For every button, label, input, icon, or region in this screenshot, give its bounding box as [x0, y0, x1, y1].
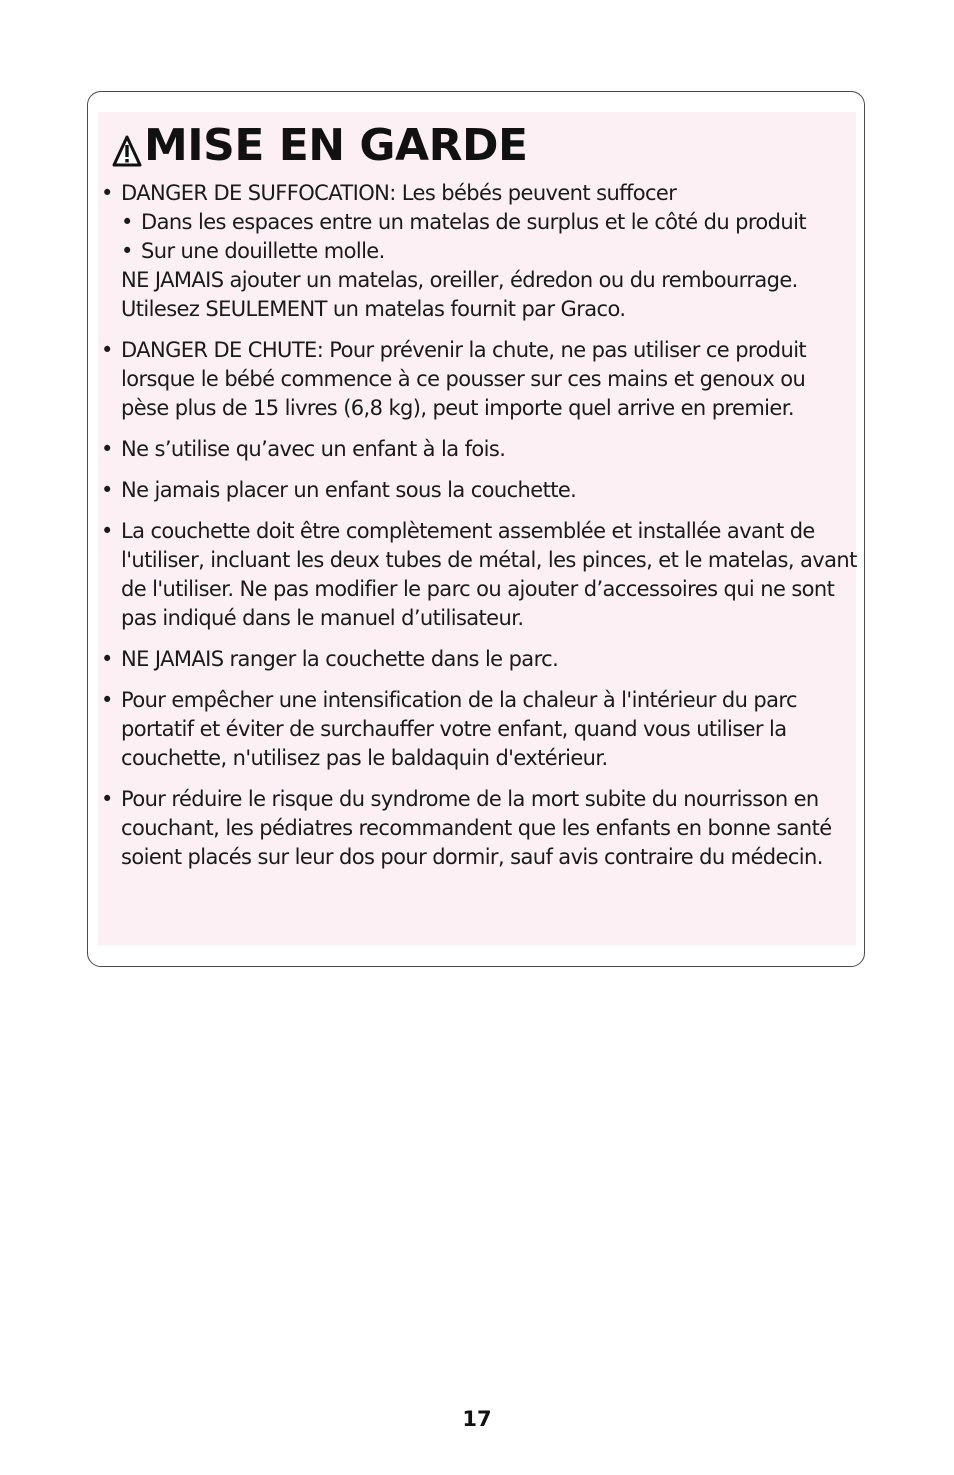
bullet: •: [101, 437, 113, 461]
warning-item: [101, 476, 857, 505]
bullet: •: [101, 787, 113, 811]
warning-item-text: La couchette doit être complètement assemblée et installée avant de l'utiliser, incluant les deux tubes de métal, les pinces, et le matelas, avant de l'utiliser. Ne pas modifier le parc ou ajouter d’accessoires qui ne sont pas indiqué dans le manuel d’utilisateur.: [121, 519, 857, 630]
bullet: •: [101, 519, 113, 543]
warning-item-suffocation: [101, 179, 857, 324]
warning-item: [101, 785, 857, 872]
warning-title: MISE EN GARDE: [144, 120, 528, 171]
warning-subitem: [121, 237, 857, 266]
warning-item: [101, 517, 857, 633]
warning-item-text: NE JAMAIS ranger la couchette dans le parc.: [121, 647, 559, 671]
bullet: •: [101, 338, 113, 362]
warning-subitem-text: Sur une douillette molle.: [141, 239, 385, 263]
warning-panel: [98, 112, 856, 945]
bullet: •: [101, 688, 113, 712]
page-number: 17: [462, 1407, 492, 1431]
warning-item-text: Ne jamais placer un enfant sous la couchette.: [121, 478, 577, 502]
warning-triangle-icon: [112, 134, 142, 168]
warning-item-text: Pour empêcher une intensification de la chaleur à l'intérieur du parc portatif et éviter de surchauffer votre enfant, quand vous utiliser la couchette, n'utilisez pas le baldaquin d'extérieur.: [121, 688, 797, 770]
warning-item-text: Ne s’utilise qu’avec un enfant à la fois.: [121, 437, 506, 461]
warning-item: [101, 686, 857, 773]
warning-item-text: Pour réduire le risque du syndrome de la mort subite du nourrisson en couchant, les pédiatres recommandent que les enfants en bonne santé soient placés sur leur dos pour dormir, sauf avis contraire du médecin.: [121, 787, 832, 869]
bullet: •: [121, 210, 133, 234]
warning-heading: [112, 118, 528, 174]
warning-item: [101, 645, 857, 674]
bullet: •: [101, 647, 113, 671]
warning-item: [101, 336, 857, 423]
warning-item-text: DANGER DE CHUTE: Pour prévenir la chute, ne pas utiliser ce produit lorsque le bébé commence à ce pousser sur ces mains et genoux ou pèse plus de 15 livres (6,8 kg), peut importe quel arrive en premier.: [121, 338, 807, 420]
bullet: •: [101, 478, 113, 502]
bullet: •: [121, 239, 133, 263]
bullet: •: [101, 181, 113, 205]
warning-subitem: [121, 208, 857, 237]
warning-item: [101, 435, 857, 464]
warning-box: [87, 91, 865, 967]
warning-list: [101, 179, 857, 884]
warning-subitem-text: Dans les espaces entre un matelas de surplus et le côté du produit: [141, 210, 806, 234]
warning-item-lead: DANGER DE SUFFOCATION: Les bébés peuvent suffocer: [121, 181, 677, 205]
warning-item-tail: NE JAMAIS ajouter un matelas, oreiller, édredon ou du rembourrage. Utilesez SEULEMENT un matelas fournit par Graco.: [121, 268, 798, 321]
